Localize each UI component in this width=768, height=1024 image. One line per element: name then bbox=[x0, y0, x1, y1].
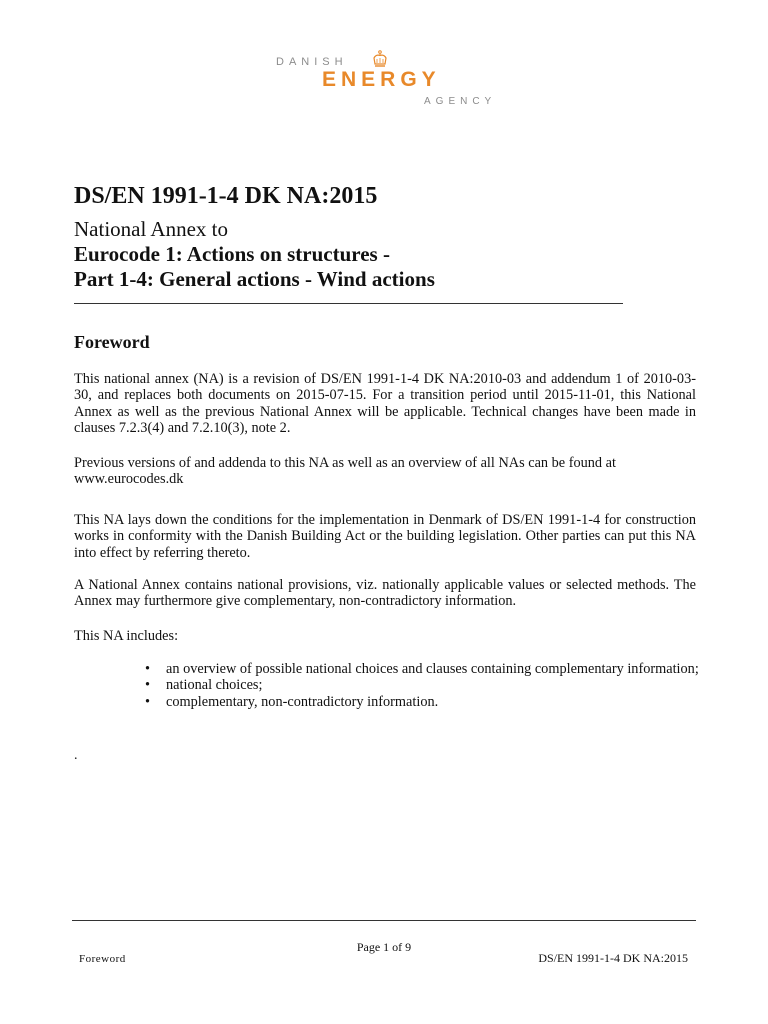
footer-document-id: DS/EN 1991-1-4 DK NA:2015 bbox=[538, 951, 688, 965]
section-heading-foreword: Foreword bbox=[74, 332, 150, 352]
stray-period: . bbox=[74, 748, 78, 763]
subtitle-eurocode: Eurocode 1: Actions on structures - bbox=[74, 242, 390, 266]
paragraph-national-annex: A National Annex contains national provisions, viz. nationally applicable values or selected methods. The Annex may furthermore give complementary, non-contradictory information. bbox=[74, 577, 696, 610]
document-title: DS/EN 1991-1-4 DK NA:2015 bbox=[74, 183, 378, 209]
footer-section-label: Foreword bbox=[79, 953, 126, 965]
subtitle-part: Part 1-4: General actions - Wind actions bbox=[74, 267, 435, 291]
list-item bbox=[145, 694, 705, 710]
list-item bbox=[145, 661, 705, 677]
subtitle-national-annex: National Annex to bbox=[74, 217, 228, 241]
title-divider bbox=[74, 303, 623, 304]
list-item-text: national choices; bbox=[166, 677, 263, 694]
list-item-text: complementary, non-contradictory information. bbox=[166, 693, 439, 710]
includes-list bbox=[145, 661, 705, 710]
logo-top-text: DANISH bbox=[276, 56, 348, 68]
logo-bottom-text: AGENCY bbox=[424, 96, 497, 107]
footer-divider bbox=[72, 920, 696, 921]
bullet-icon: • bbox=[145, 661, 151, 677]
list-item bbox=[145, 677, 705, 693]
crown-icon bbox=[372, 50, 388, 68]
paragraph-conditions: This NA lays down the conditions for the implementation in Denmark of DS/EN 1991-1-4 for construction works in conformity with the Danish Building Act or the building legislation. Other parties can put this NA into effect by referring thereto. bbox=[74, 512, 696, 561]
paragraph-previous-versions: Previous versions of and addenda to this NA as well as an overview of all NAs can be found at www.eurocodes.dk bbox=[74, 455, 616, 488]
bullet-icon: • bbox=[145, 693, 151, 710]
paragraph-includes: This NA includes: bbox=[74, 628, 179, 644]
danish-energy-agency-logo bbox=[272, 48, 502, 110]
list-item-text: an overview of possible national choices and clauses containing complementary information; bbox=[166, 661, 699, 677]
logo-main-text: ENERGY bbox=[322, 68, 441, 91]
page-number: Page 1 of 9 bbox=[356, 940, 412, 954]
bullet-icon: • bbox=[145, 677, 151, 694]
paragraph-revision: This national annex (NA) is a revision of DS/EN 1991-1-4 DK NA:2010-03 and addendum 1 of 2010-03-30, and replaces both documents on 2015-07-15. For a transition period until 2015-11-01, this National Annex as well as the previous National Annex will be applicable. Technical changes have been made in clauses 7.2.3(4) and 7.2.10(3), note 2. bbox=[74, 371, 696, 437]
